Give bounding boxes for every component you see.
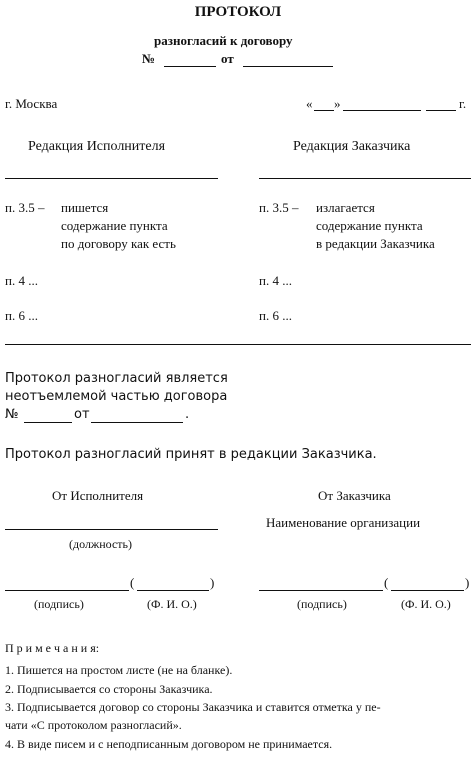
customer-fio-paren-open: ( bbox=[384, 575, 389, 590]
executor-signature-caption: (подпись) bbox=[34, 597, 84, 611]
clause-text-line: по договору как есть bbox=[61, 236, 176, 251]
note-item: 3. Подписывается договор со стороны Заказчика и ставится отметка у пе- bbox=[5, 700, 381, 714]
note-item: 4. В виде писем и с неподписанным договором не принимается. bbox=[5, 737, 333, 751]
from-executor-label: От Исполнителя bbox=[52, 488, 144, 503]
statement-from-label: от bbox=[74, 407, 90, 422]
statement-period: . bbox=[185, 407, 190, 422]
organization-name-label: Наименование организации bbox=[266, 515, 421, 530]
executor-position-line bbox=[5, 529, 218, 530]
executor-fio-paren-open: ( bbox=[130, 575, 135, 590]
clause-number: п. 3.5 – bbox=[259, 200, 299, 215]
statement-date-line bbox=[91, 422, 183, 423]
clause-text-line: содержание пункта bbox=[316, 218, 423, 233]
customer-fio-line bbox=[391, 590, 464, 591]
executor-fio-caption: (Ф. И. О.) bbox=[147, 597, 197, 611]
clause-text-line: содержание пункта bbox=[61, 218, 168, 233]
statement-number-line bbox=[24, 422, 72, 423]
accepted-statement: Протокол разногласий принят в редакции Заказчика. bbox=[5, 447, 377, 462]
clause-number: п. 6 ... bbox=[5, 308, 38, 323]
executor-fio-line bbox=[137, 590, 209, 591]
contract-from-label: от bbox=[221, 51, 234, 66]
from-customer-label: От Заказчика bbox=[318, 488, 391, 503]
position-caption: (должность) bbox=[69, 537, 132, 551]
clause-number: п. 4 ... bbox=[5, 273, 38, 288]
note-item: 1. Пишется на простом листе (не на бланке). bbox=[5, 663, 233, 677]
customer-fio-caption: (Ф. И. О.) bbox=[401, 597, 451, 611]
customer-signature-line bbox=[259, 590, 383, 591]
statement-line-1: Протокол разногласий является bbox=[5, 371, 228, 386]
clause-number: п. 3.5 – bbox=[5, 200, 45, 215]
contract-date-line bbox=[243, 66, 333, 67]
customer-fio-paren-close: ) bbox=[465, 575, 470, 590]
date-day-line bbox=[314, 110, 334, 111]
notes-heading: П р и м е ч а н и я: bbox=[5, 641, 100, 655]
executor-fio-paren-close: ) bbox=[210, 575, 215, 590]
date-quote-open: « bbox=[306, 96, 313, 111]
section-divider bbox=[5, 344, 471, 345]
date-year-line bbox=[426, 110, 456, 111]
clause-number: п. 4 ... bbox=[259, 273, 292, 288]
clause-text-line: в редакции Заказчика bbox=[316, 236, 435, 251]
customer-signature-caption: (подпись) bbox=[297, 597, 347, 611]
customer-heading-line bbox=[259, 178, 471, 179]
statement-line-2: неотъемлемой частью договора bbox=[5, 389, 228, 404]
executor-heading-line bbox=[5, 178, 218, 179]
note-item: чати «С протоколом разногласий». bbox=[5, 718, 182, 732]
clause-text-line: излагается bbox=[316, 200, 375, 215]
customer-edition-heading: Редакция Заказчика bbox=[293, 139, 411, 154]
year-suffix: г. bbox=[459, 96, 467, 111]
executor-edition-heading: Редакция Исполнителя bbox=[28, 139, 166, 154]
clause-text-line: пишется bbox=[61, 200, 109, 215]
date-quote-close: » bbox=[334, 96, 341, 111]
statement-number-label: № bbox=[5, 407, 19, 422]
clause-number: п. 6 ... bbox=[259, 308, 292, 323]
city-label: г. Москва bbox=[5, 96, 58, 111]
contract-number-label: № bbox=[142, 51, 156, 66]
note-item: 2. Подписывается со стороны Заказчика. bbox=[5, 682, 213, 696]
document-title: ПРОТОКОЛ bbox=[194, 4, 282, 20]
date-month-line bbox=[343, 110, 421, 111]
executor-signature-line bbox=[5, 590, 129, 591]
contract-number-line bbox=[164, 66, 216, 67]
document-subtitle: разногласий к договору bbox=[154, 33, 293, 48]
